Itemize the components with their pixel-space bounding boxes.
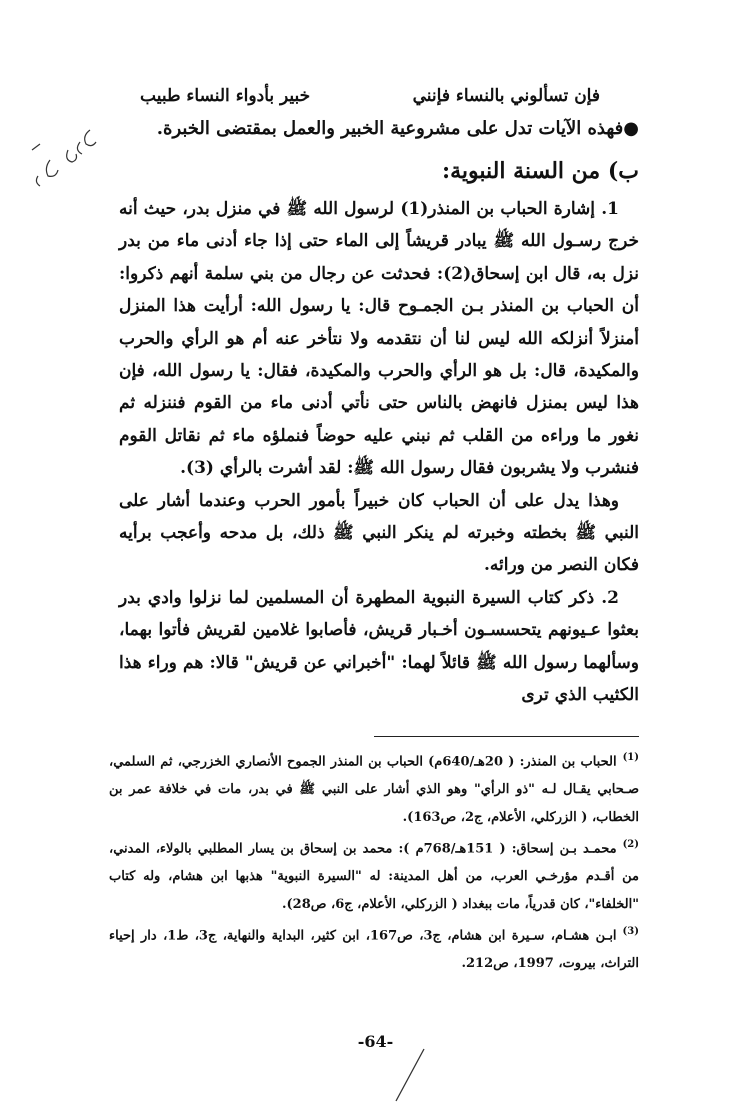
footnote-item <box>109 918 639 978</box>
page-number: -64- <box>357 1032 394 1051</box>
pen-mark <box>390 1045 430 1105</box>
body-text <box>119 193 639 712</box>
section-heading: ب) من السنة النبوية: <box>441 158 639 184</box>
verse-left-hemistich: خبير بأدواء النساء طبيب <box>140 86 311 106</box>
footnote-text: محمـد بـن إسحاق: ( 151هـ/768م ): محمد بن إسحاق بن يسار المطلبي بالولاء، المدني، من أقـدم مؤرخـي العرب، من أهل المدينة: له "السيرة النبوية" هذبها ابن هشام، وله كتاب "الخلفاء"، كان قدرياً، مات ببغداد ( الزركلي، الأعلام، ج6، ص28). <box>109 841 639 912</box>
footnote-text: الحباب بن المنذر: ( 20هـ/640م) الحباب بن المنذر الجموح الأنصاري الخزرجي، ثم السلمي، صـحابي يقـال لـه "ذو الرأي" وهو الذي أشار على النبي ﷺ في بدر، مات في خلافة عمر بن الخطاب، ( الزركلي، الأعلام، ج2، ص163). <box>109 754 639 825</box>
verse-right-hemistich: فإن تسألوني بالنساء فإنني <box>412 86 600 106</box>
footnote-item <box>109 831 639 918</box>
paragraph-3: 2. ذكر كتاب السيرة النبوية المطهرة أن المسلمين لما نزلوا وادي بدر بعثوا عـيونهم يتحسسـون أخـبار قريش، فأصابوا غلامين لقريش فأتوا بهما، وسألهما رسول الله ﷺ قائلاً لهما: "أخبراني عن قريش" قالا: هم وراء هذا الكثيب الذي ترى <box>119 587 639 706</box>
footnote-number: (3) <box>622 926 639 938</box>
paragraph-2: وهذا يدل على أن الحباب كان خبيراً بأمور الحرب وعندما أشار على النبي ﷺ بخطته وخبرته لم ينكر النبي ﷺ ذلك، بل مدحه وأعجب برأيه فكان النصر من ورائه. <box>119 490 639 576</box>
poem-verse <box>140 86 600 106</box>
footnote-number: (2) <box>622 839 639 851</box>
footnote-number: (1) <box>622 752 639 763</box>
paragraph-1: 1. إشارة الحباب بن المنذر(1) لرسول الله ﷺ في منزل بدر، حيث أنه خرج رسـول الله ﷺ يبادر قريشاً إلى الماء حتى إذا جاء أدنى ماء من بدر نزل به، قال ابن إسحاق(2): فحدثت عن رجال من بني سلمة أنهم ذكروا: أن الحباب بن المنذر بـن الجمـوح قال: يا رسول الله: أرأيت هذا المنزل أمنزلاً أنزلكه الله ليس لنا أن نتقدمه ولا نتأخر عنه أم هو الرأي والحرب والمكيدة، قال: بل هو الرأي والحرب والمكيدة، فقال: يا رسول الله، فإن هذا ليس بمنزل فانهض بالناس حتى نأتي أدنى ماء من القوم فننزله ثم نغور ما وراءه من القلب ثم نبني عليه حوضاً فنملؤه ماء ثم نقاتل القوم فنشرب ولا يشربون فقال رسول الله ﷺ: لقد أشرت بالرأي (3). <box>119 199 639 479</box>
footnote-text: ابـن هشـام، سـيرة ابن هشام، ج3، ص167، ابن كثير، البداية والنهاية، ج3، ط1، دار إحياء التراث، بيروت، 1997، ص212. <box>109 928 639 972</box>
footnotes <box>109 744 639 978</box>
bullet-statement: ●فهذه الآيات تدل على مشروعية الخبير والعمل بمقتضى الخبرة. <box>156 118 639 139</box>
footnote-item <box>109 744 639 831</box>
footnote-divider <box>374 736 639 737</box>
handwritten-margin-note <box>20 120 110 200</box>
